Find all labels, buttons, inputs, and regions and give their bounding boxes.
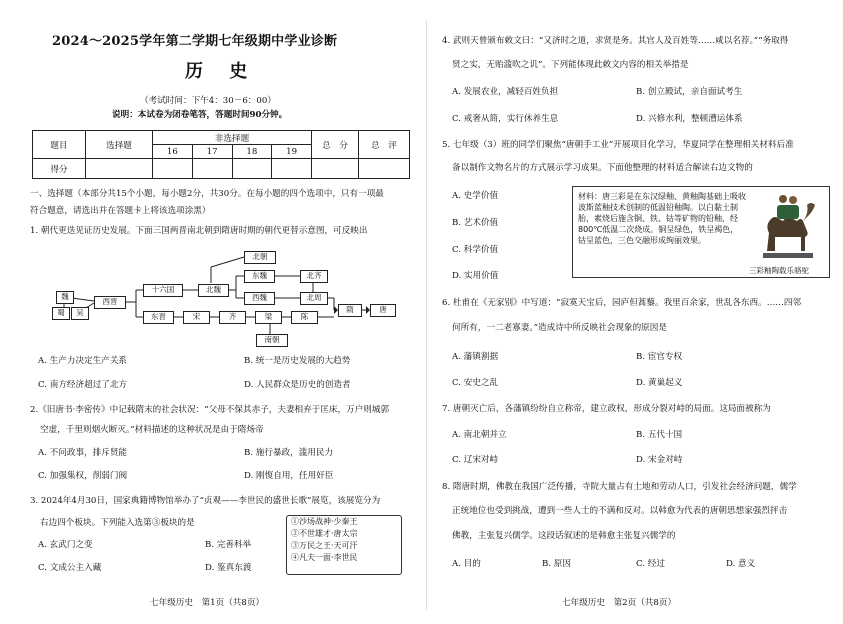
subject-title: 历 史 — [185, 61, 258, 82]
q8-option-a[interactable]: A. 目的 — [452, 559, 481, 569]
q6-option-b[interactable]: B. 宦官专权 — [636, 352, 683, 362]
dynasty-beiwei: 北魏 — [198, 284, 229, 297]
score-table-qnum: 19 — [272, 145, 312, 159]
q6-option-d[interactable]: D. 黄巢起义 — [636, 378, 683, 388]
q4-option-c[interactable]: C. 戒奢从简，实行休养生息 — [452, 114, 559, 124]
left-page — [0, 0, 421, 624]
question-5-line2: 备以制作文物名片的方式展示学习成果。下面他整理的材料适合解读右边文物的 — [452, 163, 753, 173]
dynasty-dongjin: 东晋 — [143, 311, 174, 324]
dynasty-chen: 陈 — [291, 311, 318, 324]
score-table-non-choice: 非选择题 — [153, 131, 312, 145]
question-3-line1: 3. 2024年4月30日，国家典籍博物馆举办了“贞观——李世民的盛世长歌”展览，该展览分为 — [30, 496, 381, 506]
dynasty-shiliuguo: 十六国 — [143, 284, 183, 297]
right-footer: 七年级历史 第2页（共8页） — [562, 598, 677, 608]
exhibit-section: ②不世雄才·唐太宗 — [291, 529, 358, 538]
dynasty-tang: 唐 — [370, 304, 396, 317]
q3-option-c[interactable]: C. 文成公主入藏 — [38, 563, 102, 573]
q2-option-b[interactable]: B. 施行暴政，滥用民力 — [244, 448, 334, 458]
q2-option-c[interactable]: C. 加强集权，削弱门阀 — [38, 471, 128, 481]
q7-option-b[interactable]: B. 五代十国 — [636, 430, 683, 440]
dynasty-wu: 吴 — [71, 307, 89, 320]
dynasty-shu: 蜀 — [52, 307, 70, 320]
dynasty-sui: 隋 — [338, 304, 362, 317]
q6-option-c[interactable]: C. 安史之乱 — [452, 378, 499, 388]
q4-option-a[interactable]: A. 发展农业，减轻百姓负担 — [452, 87, 559, 97]
q8-option-d[interactable]: D. 意义 — [726, 559, 756, 569]
question-8-line1: 8. 隋唐时期，佛教在我国广泛传播，寺院大量占有土地和劳动人口，引发社会经济问题，儒学 — [442, 482, 797, 492]
camel-figurine-icon — [753, 191, 823, 263]
section1-line2: 符合题意，请选出并在答题卡上将该选项涂黑） — [30, 206, 211, 216]
question-1: 1. 朝代更迭见证历史发展。下面三国两晋南北朝到隋唐时期的朝代更替示意图，可反映出 — [30, 226, 368, 236]
question-7: 7. 唐朝灭亡后，各藩镇纷纷自立称帝，建立政权，形成分裂对峙的局面。这局面被称为 — [442, 404, 771, 414]
dynasty-qi: 齐 — [219, 311, 246, 324]
exhibit-section: ①沙场战神·少秦王 — [291, 517, 358, 526]
q1-option-a[interactable]: A. 生产力决定生产关系 — [38, 356, 128, 366]
q5-option-d[interactable]: D. 实用价值 — [452, 271, 499, 281]
score-table-review: 总 评 — [359, 131, 410, 159]
question-4-line2: 贤之实，无贻滥吹之讥”。下列能体现此敕文内容的相关举措是 — [452, 60, 689, 70]
q4-option-d[interactable]: D. 兴修水利，整顿漕运体系 — [636, 114, 743, 124]
question-5-line1: 5. 七年级（3）班的同学们聚焦“唐朝手工业”开展项目化学习，华夏同学在整理相关材料后准 — [442, 140, 794, 150]
exhibit-section: ④凡夫一面·李世民 — [291, 553, 358, 562]
dynasty-liang: 梁 — [255, 311, 282, 324]
dynasty-wei: 魏 — [56, 291, 74, 304]
q6-option-a[interactable]: A. 藩镇割据 — [452, 352, 499, 362]
q5-artifact-caption: 三彩釉陶载乐骆驼 — [749, 266, 809, 275]
q1-option-b[interactable]: B. 统一是历史发展的大趋势 — [244, 356, 351, 366]
score-table-qnum: 18 — [232, 145, 272, 159]
q2-option-a[interactable]: A. 不问政事，排斥贤能 — [38, 448, 128, 458]
q8-option-c[interactable]: C. 经过 — [636, 559, 665, 569]
q4-option-b[interactable]: B. 创立殿试，亲自面试考生 — [636, 87, 743, 97]
q7-option-c[interactable]: C. 辽宋对峙 — [452, 455, 499, 465]
q5-material-text: 材料：唐三彩是在东汉绿釉、黄釉陶基础上吸收波斯蓝釉技术创制的低温铅釉陶。以白黏土制胎，素烧后施含铜、铁、钴等矿物的铅釉，经800℃低温二次烧成。铜呈绿色，铁呈褐色，钴呈蓝色，三色交融形成绚丽效果。 — [578, 192, 746, 245]
score-row-label: 得分 — [33, 159, 86, 179]
page-divider — [426, 20, 427, 610]
right-page — [432, 0, 837, 624]
group-beichao: 北朝 — [244, 251, 276, 264]
question-4-line1: 4. 武则天曾颁布敕文曰：“又济时之道，求贤是务。其官人及百姓等……咸以名荐。”“务取得 — [442, 36, 789, 46]
q7-option-a[interactable]: A. 南北朝并立 — [452, 430, 507, 440]
dynasty-beiqi: 北齐 — [300, 270, 328, 283]
q3-option-b[interactable]: B. 完善科举 — [205, 540, 252, 550]
q8-option-b[interactable]: B. 原因 — [542, 559, 571, 569]
score-table-qnum: 17 — [192, 145, 232, 159]
left-footer: 七年级历史 第1页（共8页） — [150, 598, 265, 608]
exhibit-section: ③万民之王·天可汗 — [291, 541, 358, 550]
dynasty-song: 宋 — [183, 311, 210, 324]
exam-time: （考试时间：下午4：30－6：00） — [140, 96, 276, 106]
exam-instructions: 说明：本试卷为闭卷笔答，答题时间90分钟。 — [112, 110, 288, 120]
q5-option-c[interactable]: C. 科学价值 — [452, 245, 499, 255]
dynasty-beizhou: 北周 — [300, 292, 328, 305]
q5-option-a[interactable]: A. 史学价值 — [452, 191, 499, 201]
q1-option-d[interactable]: D. 人民群众是历史的创造者 — [244, 380, 351, 390]
question-2-line2: 空虚，千里则烟火断灭。”材料描述的这种状况是由于隋炀帝 — [40, 425, 264, 435]
q1-option-c[interactable]: C. 南方经济超过了北方 — [38, 380, 128, 390]
question-8-line3: 佛教，主张复兴儒学。这段话叙述的是韩愈主张复兴儒学的 — [452, 531, 676, 541]
q3-exhibit-box — [286, 515, 402, 575]
question-2-line1: 2.《旧唐书·李密传》中记载隋末的社会状况：“父母不保其赤子，夫妻相弃于匡床，万户则城郭 — [30, 405, 390, 415]
q2-option-d[interactable]: D. 刚愎自用，任用奸臣 — [244, 471, 334, 481]
score-table-qnum: 16 — [153, 145, 193, 159]
q3-option-a[interactable]: A. 玄武门之变 — [38, 540, 93, 550]
q5-option-b[interactable]: B. 艺术价值 — [452, 218, 499, 228]
q5-material-box — [572, 186, 830, 278]
question-6-line2: 何所有，一二老寡妻。”造成诗中所反映社会现象的原因是 — [452, 323, 667, 333]
exam-title: 2024～2025学年第二学期七年级期中学业诊断 — [52, 34, 338, 49]
q3-option-d[interactable]: D. 鉴真东渡 — [205, 563, 252, 573]
score-table-total: 总 分 — [312, 131, 359, 159]
question-3-line2: 右边四个板块。下列能入选第③板块的是 — [40, 518, 195, 528]
question-8-line2: 正统地位也受到挑战，遭到一些人士的不满和反对。以韩愈为代表的唐朝思想家强烈抨击 — [452, 506, 788, 516]
score-table-item: 题目 — [33, 131, 86, 159]
group-nanchao: 南朝 — [256, 334, 288, 347]
dynasty-xijin: 西晋 — [94, 296, 126, 309]
q7-option-d[interactable]: D. 宋金对峙 — [636, 455, 683, 465]
dynasty-xiwei: 西魏 — [244, 292, 275, 305]
dynasty-dongwei: 东魏 — [244, 270, 275, 283]
question-6-line1: 6. 杜甫在《无家别》中写道：“寂寞天宝后，园庐但蒿藜。我里百余家，世乱各东西。……四邻 — [442, 298, 802, 308]
score-table-choice: 选择题 — [86, 131, 153, 159]
section1-line1: 一、选择题（本部分共15个小题，每小题2分，共30分。在每小题的四个选项中，只有一项最 — [30, 189, 384, 199]
